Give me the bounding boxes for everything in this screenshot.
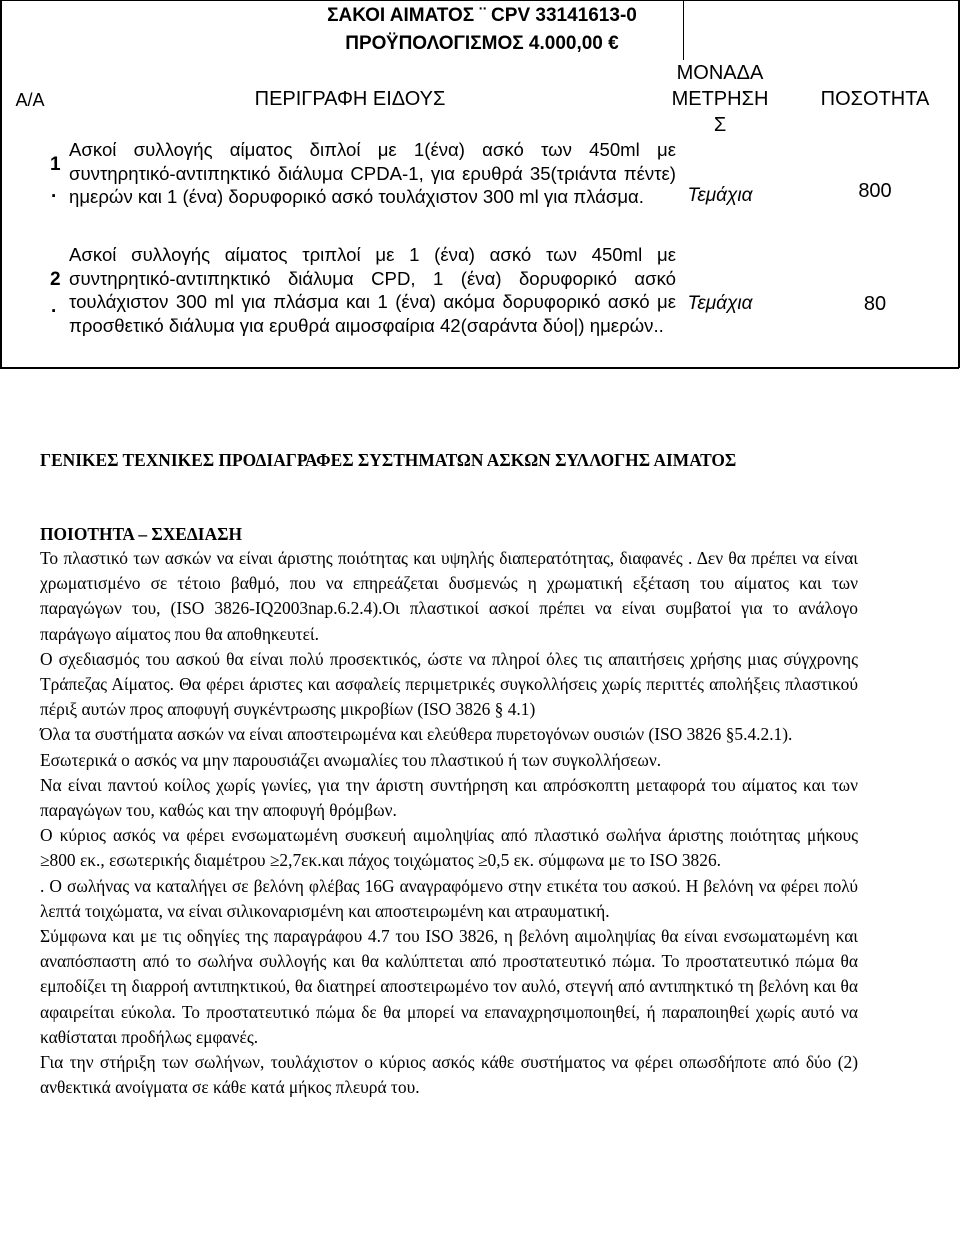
budget-line: ΠΡΟΫΠΟΛΟΓΙΣΜΟΣ 4.000,00 €: [345, 33, 619, 54]
row-description: Ασκοί συλλογής αίματος διπλοί με 1(ένα) ασκό των 450ml με συντηρητικό-αντιπηκτικό διάλυμα CPDA-1, για ερυθρά 35(τριάντα πέντε) ημερών και 1 (ένα) δορυφορικό ασκό τουλάχιστον 300 ml για πλάσμα.: [69, 139, 676, 207]
spec-paragraph: Ο σχεδιασμός του ασκού θα είναι πολύ προσεκτικός, ώστε να πληροί όλες τις απαιτήσεις χρήσης μιας σύγχρονης Τράπεζας Αίματος. Θα φέρει άριστες και ασφαλείς περιμετρικές συγκολλήσεις χωρίς περιττές απολήξεις πλαστικού πέριξ αυτών προς αποφυγή συγκέντρωσης μικροβίων (ISO 3826 § 4.1): [40, 648, 858, 720]
row-unit: Τεμάχια: [687, 185, 753, 206]
spec-paragraph: Να είναι παντού κοίλος χωρίς γωνίες, για την άριστη συντήρηση και απρόσκοπτη μεταφορά του αίματος και των παραγώγων του, καθώς και την αποφυγή θρόμβων.: [40, 774, 858, 821]
column-header-description: ΠΕΡΙΓΡΑΦΗ ΕΙΔΟΥΣ: [254, 88, 446, 110]
title-divider: [683, 0, 684, 60]
column-header-unit-3: Σ: [713, 114, 727, 136]
column-header-quantity: ΠΟΣΟΤΗΤΑ: [820, 88, 930, 110]
column-header-unit-1: ΜΟΝΑΔΑ: [676, 62, 764, 84]
row-quantity: 800: [858, 180, 892, 202]
table-border-left: [0, 0, 2, 368]
table-border-right: [958, 0, 960, 368]
row-unit: Τεμάχια: [687, 293, 753, 314]
spec-heading: ΓΕΝΙΚΕΣ ΤΕΧΝΙΚΕΣ ΠΡΟΔΙΑΓΡΑΦΕΣ ΣΥΣΤΗΜΑΤΩΝ ΑΣΚΩΝ ΣΥΛΛΟΓΗΣ ΑΙΜΑΤΟΣ: [40, 450, 737, 470]
spec-paragraph: Εσωτερικά ο ασκός να μην παρουσιάζει ανωμαλίες του πλαστικού ή των συγκολλήσεων.: [40, 749, 662, 770]
row-number-dot: .: [51, 181, 57, 202]
spec-paragraph: . Ο σωλήνας να καταλήγει σε βελόνη φλέβας 16G αναγραφόμενο στην ετικέτα του ασκού. Η βελόνη να φέρει πολύ λεπτά τοιχώματα, να είναι σιλικοναρισμένη και αποστειρωμένη και ατραυματική.: [40, 875, 858, 921]
quality-heading: ΠΟΙΟΤΗΤΑ – ΣΧΕΔΙΑΣΗ: [40, 524, 243, 544]
spec-body: [40, 546, 858, 1100]
row-number-digit: 1: [50, 154, 61, 175]
column-header-aa: Α/Α: [15, 90, 45, 110]
row-number-dot: .: [51, 296, 57, 317]
spec-paragraph: Για την στήριξη των σωλήνων, τουλάχιστον ο κύριος ασκός κάθε συστήματος να φέρει οπωσδήποτε από δύο (2) ανθεκτικά ανοίγματα σε κάθε κατά μήκος πλευρά του.: [40, 1052, 858, 1098]
spec-paragraph: Το πλαστικό των ασκών να είναι άριστης ποιότητας και υψηλής διαπερατότητας, διαφανές . Δεν θα πρέπει να είναι χρωματισμένο σε τέτοιο βαθμό, που να επηρεάζεται δυσμενώς η χρωματική εξέταση του αίματος και των παραγώγων του, (ISO 3826-IQ2003nap.6.2.4).Οι πλαστικοί ασκοί πρέπει να είναι συμβατοί για το ανάλογο παράγωγο αίματος που θα αποθηκευτεί.: [40, 548, 858, 644]
budget-table: [0, 0, 959, 368]
spec-paragraph: Ο κύριος ασκός να φέρει ενσωματωμένη συσκευή αιμοληψίας από πλαστικό σωλήνα άριστης ποιότητας μήκους ≥800 εκ., εσωτερικής διαμέτρου ≥2,7εκ.και πάχος τοιχώματος ≥0,5 εκ. σύμφωνα με το ISO 3826.: [40, 825, 858, 871]
spec-paragraph: Όλα τα συστήματα ασκών να είναι αποστειρωμένα και ελεύθερα πυρετογόνων ουσιών (ISO 3826 §5.4.2.1).: [40, 724, 793, 745]
row-description: Ασκοί συλλογής αίματος τριπλοί με 1 (ένα) ασκό των 450ml με συντηρητικό-αντιπηκτικό διάλυμα CPD, 1 (ένα) δορυφορικό ασκό τουλάχιστον 300 ml για πλάσμα και 1 (ένα) ακόμα δορυφορικό ασκό με προσθετικό διάλυμα για ερυθρά αιμοσφαίρια 42(σαράντα δύο|) ημερών..: [69, 244, 676, 336]
row-quantity: 80: [863, 293, 887, 315]
row-number-digit: 2: [50, 269, 61, 290]
column-header-unit-2: ΜΕΤΡΗΣΗ: [671, 88, 769, 110]
table-border-bottom: [0, 367, 959, 369]
table-border-top: [0, 0, 959, 1]
spec-paragraph: Σύμφωνα και με τις οδηγίες της παραγράφου 4.7 του ISO 3826, η βελόνη αιμοληψίας θα είναι ενσωματωμένη και αναπόσπαστη από το σωλήνα συλλογής και θα καλύπτεται από προστατευτικό πώμα. Το προστατευτικό πώμα θα εμποδίζει τη διαρροή αντιπηκτικού, θα διατηρεί αποστειρωμένο τον αυλό, στεγνή από αντιπηκτικό τη βελόνη και θα αφαιρείται εύκολα. Το προστατευτικό πώμα δε θα μπορεί να επαναχρησιμοποιηθεί, ή παραποιηθεί χωρίς αυτό να καθίσταται προδήλως εμφανές.: [40, 926, 858, 1047]
table-title: ΣΑΚΟΙ ΑΙΜΑΤΟΣ ¨ CPV 33141613-0: [327, 5, 637, 26]
